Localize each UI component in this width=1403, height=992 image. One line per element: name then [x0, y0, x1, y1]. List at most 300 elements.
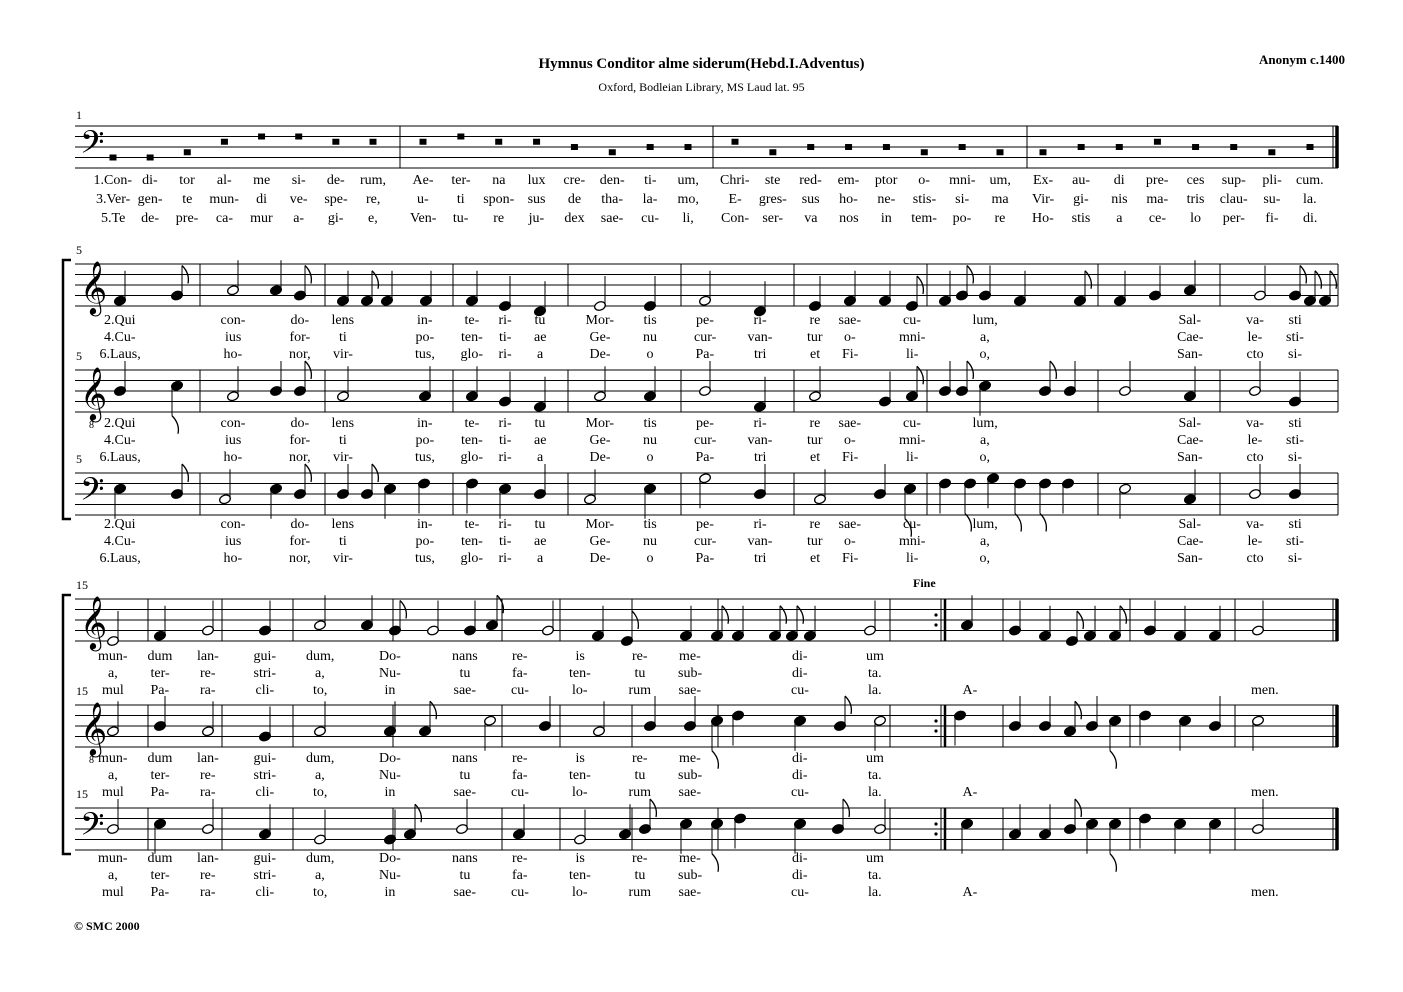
sys3-lyric-syllable: fa-	[512, 768, 528, 783]
measure-number-15-tenor: 15	[76, 684, 88, 698]
sys2-lyric-syllable: ti-	[499, 330, 512, 345]
chant-lyric-syllable: dex	[564, 211, 585, 226]
chant-lyric-syllable: 5.Te	[101, 211, 126, 226]
measure-number-5-tenor: 5	[76, 349, 82, 363]
chant-lyric-syllable: ma	[991, 192, 1009, 207]
sys2-lyric-syllable: sti-	[1286, 433, 1304, 448]
chant-lyric-syllable: ces	[1186, 173, 1205, 188]
sys2-lyric-syllable: cu-	[903, 517, 921, 532]
chant-lyric-syllable: gi-	[327, 211, 344, 226]
sys2-lyric-syllable: ri-	[498, 313, 512, 328]
sys2-lyric-syllable: va-	[1246, 416, 1264, 431]
sys2-note-flag	[1015, 514, 1021, 532]
sys2-lyric-syllable: tri	[754, 347, 767, 362]
sys2-lyric-syllable: te-	[464, 313, 480, 328]
sys3-lyric-syllable: tu	[459, 666, 471, 681]
sys2-lyric-syllable: in-	[417, 517, 433, 532]
sys2-lyric-syllable: te-	[464, 517, 480, 532]
sys2-lyric-syllable: 6.Laus,	[99, 450, 141, 465]
sys2-lyric-syllable: ten-	[461, 330, 483, 345]
sys3-system-bracket	[63, 595, 71, 854]
chant-lyric-syllable: pli-	[1262, 173, 1282, 188]
sys3-lyric-syllable: mun-	[98, 851, 128, 866]
sys3-lyric-syllable: ra-	[200, 885, 216, 900]
chant-lyric-syllable: de	[567, 192, 582, 207]
chant-note	[420, 139, 427, 145]
sys2-lyric-syllable: ae	[534, 330, 547, 345]
chant-lyric-syllable: gen-	[137, 192, 163, 207]
sys3-lyric-syllable: di-	[792, 649, 808, 664]
source-subtitle: Oxford, Bodleian Library, MS Laud lat. 95	[598, 80, 805, 94]
sys2-lyric-syllable: ti-	[499, 534, 512, 549]
sys3-lyric-syllable: dum,	[306, 851, 335, 866]
sys2-note-flag	[172, 416, 178, 434]
sys2-lyric-syllable: Sal-	[1178, 313, 1202, 328]
sys3-lyric-syllable: cu-	[511, 683, 529, 698]
sys2-lyric-syllable: sae-	[838, 416, 862, 431]
sys2-lyric-syllable: ri-	[498, 416, 512, 431]
sys3-lyric-syllable: a,	[315, 768, 325, 783]
sys2-lyric-syllable: li-	[906, 450, 919, 465]
sys3-repeat-dot	[934, 623, 937, 626]
sys2-lyric-syllable: sae-	[838, 313, 862, 328]
sys3-lyric-syllable: tu	[634, 666, 646, 681]
chant-lyric-syllable: la.	[1303, 192, 1317, 207]
sys2-lyric-syllable: nu	[643, 534, 657, 549]
chant-lyric-syllable: gres-	[758, 192, 787, 207]
sys3-lyric-syllable: a,	[108, 666, 118, 681]
sys3-lyric-syllable: mun-	[98, 751, 128, 766]
sys2-lyric-syllable: et	[810, 450, 821, 465]
sys2-lyric-syllable: De-	[589, 551, 611, 566]
sys2-lyric-syllable: tus,	[415, 347, 435, 362]
chant-lyric-syllable: nis	[1111, 192, 1128, 207]
sys2-lyric-syllable: te-	[464, 416, 480, 431]
sys2-lyric-syllable: Fi-	[842, 450, 859, 465]
chant-lyric-syllable: ho-	[839, 192, 858, 207]
sys2-lyric-syllable: tur	[807, 534, 823, 549]
sys2-lyric-syllable: van-	[747, 330, 773, 345]
chant-lyric-syllable: re,	[366, 192, 381, 207]
sys3-lyric-syllable: sae-	[453, 683, 477, 698]
sys2-lyric-syllable: Ge-	[589, 433, 611, 448]
sys2-lyric-syllable: ae	[534, 534, 547, 549]
measure-number-15-bass: 15	[76, 787, 88, 801]
sys2-lyric-syllable: tu	[534, 517, 546, 532]
chant-lyric-syllable: clau-	[1219, 192, 1248, 207]
sys2-tenor-clef: 𝄞	[80, 366, 108, 420]
chant-note	[1307, 144, 1314, 150]
sys2-note-flag	[965, 514, 971, 532]
chant-note	[533, 139, 540, 145]
sys3-note-flag	[1110, 751, 1116, 769]
chant-lyric-syllable: a	[1116, 211, 1123, 226]
sys2-lyric-syllable: ti	[339, 330, 347, 345]
sys2-lyric-syllable: Mor-	[585, 313, 614, 328]
chant-lyric-syllable: spe-	[324, 192, 348, 207]
sys2-lyric-syllable: a,	[980, 433, 990, 448]
sys3-treble-clef: 𝄞	[80, 595, 108, 649]
sys2-lyric-syllable: pe-	[696, 313, 714, 328]
chant-lyric-syllable: ju-	[528, 211, 545, 226]
chant-lyric-syllable: si-	[291, 173, 306, 188]
sys3-lyric-syllable: rum	[628, 785, 652, 800]
sys2-lyric-syllable: for-	[289, 433, 311, 448]
composer-credit: Anonym c.1400	[1259, 52, 1345, 67]
sys2-lyric-syllable: nu	[643, 330, 657, 345]
sys3-lyric-syllable: cu-	[511, 885, 529, 900]
sys2-lyric-syllable: a	[537, 450, 544, 465]
fine-marker: Fine	[913, 576, 936, 590]
chant-lyric-syllable: Ex-	[1033, 173, 1054, 188]
sys3-lyric-syllable: me-	[679, 649, 701, 664]
sys3-note-flag	[1075, 701, 1081, 719]
sys3-lyric-syllable: cli-	[255, 785, 275, 800]
chant-lyric-syllable: a-	[293, 211, 305, 226]
chant-lyric-syllable: si-	[955, 192, 970, 207]
chant-note	[221, 139, 228, 145]
sys3-lyric-syllable: la.	[868, 885, 882, 900]
sys2-lyric-syllable: Fi-	[842, 551, 859, 566]
chant-note	[295, 134, 302, 140]
sys3-lyric-syllable: Nu-	[379, 666, 401, 681]
chant-lyric-syllable: mo,	[677, 192, 699, 207]
sys2-lyric-syllable: do-	[290, 313, 310, 328]
sys2-lyric-syllable: re	[809, 416, 821, 431]
sys3-lyric-syllable: stri-	[253, 768, 277, 783]
sys3-lyric-syllable: di-	[792, 768, 808, 783]
sys2-lyric-syllable: glo-	[460, 347, 484, 362]
sys3-lyric-syllable: Pa-	[150, 683, 170, 698]
sys2-lyric-syllable: ri-	[753, 517, 767, 532]
chant-note	[370, 139, 377, 145]
sys2-lyric-syllable: si-	[1288, 450, 1302, 465]
chant-note	[883, 144, 890, 150]
sys2-lyric-syllable: ti	[339, 534, 347, 549]
sys2-lyric-syllable: et	[810, 551, 821, 566]
sys3-lyric-syllable: cu-	[511, 785, 529, 800]
chant-note	[1268, 149, 1275, 155]
sys2-lyric-syllable: cur-	[694, 433, 717, 448]
chant-note	[769, 149, 776, 155]
chant-lyric-syllable: ti-	[644, 173, 657, 188]
sys2-lyric-syllable: vir-	[333, 450, 353, 465]
sys3-lyric-syllable: re-	[512, 851, 528, 866]
chant-lyric-syllable: au-	[1072, 173, 1091, 188]
sys3-lyric-syllable: nans	[452, 751, 478, 766]
sys3-lyric-syllable: di-	[792, 851, 808, 866]
sys2-lyric-syllable: van-	[747, 433, 773, 448]
sys2-lyric-syllable: ho-	[223, 551, 243, 566]
sys2-lyric-syllable: a,	[980, 330, 990, 345]
chant-lyric-syllable: po-	[952, 211, 972, 226]
sys3-lyric-syllable: mul	[102, 785, 124, 800]
chant-lyric-syllable: de-	[326, 173, 345, 188]
chant-lyric-syllable: ser-	[762, 211, 784, 226]
sys2-lyric-syllable: ius	[225, 330, 242, 345]
sys2-lyric-syllable: nor,	[289, 347, 311, 362]
sys2-lyric-syllable: San-	[1177, 347, 1203, 362]
chant-note	[457, 134, 464, 140]
sys3-note-flag	[712, 751, 718, 769]
chant-lyric-syllable: Vir-	[1032, 192, 1055, 207]
sys3-lyric-syllable: di-	[792, 868, 808, 883]
sys3-lyric-syllable: re-	[632, 851, 648, 866]
sys3-lyric-syllable: ta.	[868, 666, 882, 681]
chant-lyric-syllable: o-	[918, 173, 930, 188]
sys2-lyric-syllable: lum,	[972, 517, 998, 532]
measure-number-5-bass: 5	[76, 452, 82, 466]
sys3-repeat-dot	[934, 613, 937, 616]
sys2-lyric-syllable: pe-	[696, 416, 714, 431]
chant-note	[1230, 144, 1237, 150]
sys3-lyric-syllable: cli-	[255, 885, 275, 900]
chant-lyric-syllable: re	[493, 211, 505, 226]
sys3-lyric-syllable: Do-	[379, 851, 401, 866]
sys3-lyric-syllable: men.	[1251, 683, 1279, 698]
chant-lyric-syllable: per-	[1222, 211, 1245, 226]
sys3-note-flag	[722, 606, 728, 624]
sys3-lyric-syllable: ten-	[569, 768, 591, 783]
sys2-note-flag	[372, 271, 378, 289]
chant-note	[609, 149, 616, 155]
sys3-lyric-syllable: is	[575, 649, 585, 664]
chant-lyric-syllable: mun-	[209, 192, 239, 207]
sys3-lyric-syllable: fa-	[512, 666, 528, 681]
sys3-lyric-syllable: dum	[147, 751, 173, 766]
chant-lyric-syllable: den-	[599, 173, 625, 188]
chant-lyric-syllable: stis-	[912, 192, 937, 207]
chant-lyric-syllable: de-	[141, 211, 160, 226]
sys2-lyric-syllable: o,	[979, 450, 990, 465]
sys2-lyric-syllable: po-	[415, 534, 435, 549]
sys3-lyric-syllable: di-	[792, 751, 808, 766]
chant-lyric-syllable: na	[492, 173, 506, 188]
sys3-lyric-syllable: tu	[459, 768, 471, 783]
sys3-lyric-syllable: um	[866, 751, 884, 766]
chant-lyric-syllable: tem-	[911, 211, 937, 226]
sys3-lyric-syllable: ten-	[569, 868, 591, 883]
chant-lyric-syllable: u-	[417, 192, 429, 207]
sys3-lyric-syllable: fa-	[512, 868, 528, 883]
chant-lyric-syllable: um,	[677, 173, 699, 188]
chant-lyric-syllable: cum.	[1296, 173, 1324, 188]
sys3-lyric-syllable: gui-	[253, 851, 277, 866]
sys2-note-flag	[1040, 514, 1046, 532]
chant-lyric-syllable: sae-	[600, 211, 624, 226]
sys3-lyric-syllable: ra-	[200, 785, 216, 800]
chant-lyric-syllable: su-	[1263, 192, 1281, 207]
sys3-lyric-syllable: ra-	[200, 683, 216, 698]
chant-lyric-syllable: la-	[642, 192, 658, 207]
chant-lyric-syllable: te	[182, 192, 193, 207]
sys2-lyric-syllable: glo-	[460, 450, 484, 465]
sys2-lyric-syllable: cto	[1246, 450, 1264, 465]
sys2-lyric-syllable: a	[537, 551, 544, 566]
sys2-lyric-syllable: ti-	[499, 433, 512, 448]
sys2-lyric-syllable: in-	[417, 313, 433, 328]
sys3-note-flag	[1120, 606, 1126, 624]
sys2-lyric-syllable: ae	[534, 433, 547, 448]
sys3-lyric-syllable: lan-	[197, 649, 219, 664]
chant-lyric-syllable: Ho-	[1032, 211, 1054, 226]
measure-number-5-treble: 5	[76, 243, 82, 257]
sys2-lyric-syllable: le-	[1247, 330, 1263, 345]
sys2-lyric-syllable: cu-	[903, 416, 921, 431]
chant-note	[1154, 139, 1161, 145]
sys3-lyric-syllable: a,	[315, 868, 325, 883]
sys2-lyric-syllable: for-	[289, 534, 311, 549]
chant-lyric-syllable: di-	[142, 173, 158, 188]
sys2-lyric-syllable: 6.Laus,	[99, 347, 141, 362]
sys3-lyric-syllable: re-	[512, 649, 528, 664]
chant-lyric-syllable: Con-	[721, 211, 749, 226]
sys2-lyric-syllable: cur-	[694, 330, 717, 345]
chant-lyric-syllable: Chri-	[720, 173, 750, 188]
sys2-lyric-syllable: Ge-	[589, 534, 611, 549]
chant-lyric-syllable: ca-	[215, 211, 234, 226]
sys3-lyric-syllable: ten-	[569, 666, 591, 681]
chant-lyric-syllable: tris	[1186, 192, 1205, 207]
sys2-lyric-syllable: ho-	[223, 450, 243, 465]
sys2-lyric-syllable: for-	[289, 330, 311, 345]
sys2-lyric-syllable: De-	[589, 347, 611, 362]
sys3-lyric-syllable: to,	[313, 683, 328, 698]
sys2-lyric-syllable: pe-	[696, 517, 714, 532]
sys2-lyric-syllable: ri-	[753, 313, 767, 328]
sys2-lyric-syllable: si-	[1288, 551, 1302, 566]
sys2-bass-clef: 𝄢	[80, 471, 105, 515]
sys3-lyric-syllable: cli-	[255, 683, 275, 698]
sys2-lyric-syllable: re	[809, 313, 821, 328]
sys2-lyric-syllable: po-	[415, 330, 435, 345]
chant-lyric-syllable: em-	[837, 173, 860, 188]
sys2-lyric-syllable: cto	[1246, 347, 1264, 362]
sys3-lyric-syllable: a,	[108, 768, 118, 783]
chant-note	[921, 149, 928, 155]
chant-note	[1116, 144, 1123, 150]
sys3-lyric-syllable: Nu-	[379, 868, 401, 883]
sys2-note-flag	[1315, 271, 1321, 289]
sys3-lyric-syllable: tu	[459, 868, 471, 883]
sys3-lyric-syllable: Pa-	[150, 885, 170, 900]
sys3-lyric-syllable: mun-	[98, 649, 128, 664]
chant-lyric-syllable: sup-	[1221, 173, 1246, 188]
sys3-lyric-syllable: lo-	[572, 785, 588, 800]
sys3-lyric-syllable: me-	[679, 851, 701, 866]
sys2-lyric-syllable: lens	[331, 313, 355, 328]
sys3-lyric-syllable: cu-	[791, 885, 809, 900]
chant-note	[258, 134, 265, 140]
sys3-lyric-syllable: in	[384, 683, 396, 698]
bass-clef-chant: 𝄢	[80, 124, 105, 168]
sys3-note-flag	[415, 804, 421, 822]
chant-lyric-syllable: in	[880, 211, 892, 226]
sys2-lyric-syllable: nor,	[289, 551, 311, 566]
chant-note	[1192, 144, 1199, 150]
sys3-lyric-syllable: mul	[102, 683, 124, 698]
sys2-lyric-syllable: sti	[1288, 416, 1302, 431]
sys2-lyric-syllable: lum,	[972, 313, 998, 328]
sys2-lyric-syllable: 2.Qui	[104, 313, 136, 328]
sys2-lyric-syllable: mni-	[899, 534, 926, 549]
chant-lyric-syllable: ve-	[289, 192, 308, 207]
sys3-lyric-syllable: mul	[102, 885, 124, 900]
sys3-lyric-syllable: dum	[147, 851, 173, 866]
sys3-lyric-syllable: in	[384, 885, 396, 900]
chant-note	[959, 144, 966, 150]
chant-lyric-syllable: stis	[1071, 211, 1091, 226]
sys2-lyric-syllable: sae-	[838, 517, 862, 532]
sys3-lyric-syllable: me-	[679, 751, 701, 766]
sys2-lyric-syllable: li-	[906, 551, 919, 566]
sys3-lyric-syllable: lan-	[197, 851, 219, 866]
sys3-repeat-dot	[934, 822, 937, 825]
chant-note	[807, 144, 814, 150]
sys3-tenor-clef: 𝄞	[80, 701, 108, 755]
sys3-lyric-syllable: Do-	[379, 751, 401, 766]
chant-lyric-syllable: tha-	[601, 192, 624, 207]
sys3-lyric-syllable: rum	[628, 683, 652, 698]
sys3-lyric-syllable: sae-	[453, 785, 477, 800]
sys2-lyric-syllable: li-	[906, 347, 919, 362]
chant-lyric-syllable: 1.Con-	[93, 173, 132, 188]
chant-lyric-syllable: spon-	[483, 192, 515, 207]
chant-lyric-syllable: al-	[216, 173, 232, 188]
chant-note	[332, 139, 339, 145]
chant-lyric-syllable: lo	[1190, 211, 1201, 226]
chant-lyric-syllable: mur	[250, 211, 273, 226]
chant-lyric-syllable: Ae-	[412, 173, 434, 188]
sys2-lyric-syllable: Fi-	[842, 347, 859, 362]
sys3-lyric-syllable: ter-	[150, 666, 170, 681]
sys2-lyric-syllable: ri-	[498, 450, 512, 465]
sys2-lyric-syllable: tus,	[415, 551, 435, 566]
chant-lyric-syllable: um,	[989, 173, 1011, 188]
sys3-lyric-syllable: lan-	[197, 751, 219, 766]
sys2-lyric-syllable: glo-	[460, 551, 484, 566]
sys2-lyric-syllable: ri-	[753, 416, 767, 431]
sys2-lyric-syllable: De-	[589, 450, 611, 465]
sys3-lyric-syllable: A-	[962, 785, 978, 800]
sys2-lyric-syllable: ri-	[498, 517, 512, 532]
sys2-lyric-syllable: ri-	[498, 551, 512, 566]
sys2-lyric-syllable: ten-	[461, 534, 483, 549]
sys3-lyric-syllable: a,	[315, 666, 325, 681]
sys2-lyric-syllable: le-	[1247, 534, 1263, 549]
chant-lyric-syllable: pre-	[175, 211, 199, 226]
sys2-lyric-syllable: sti-	[1286, 534, 1304, 549]
sys3-lyric-syllable: um	[866, 649, 884, 664]
sys2-lyric-syllable: ius	[225, 433, 242, 448]
sys2-lyric-syllable: con-	[220, 313, 246, 328]
sys3-lyric-syllable: cu-	[791, 785, 809, 800]
chant-note	[184, 149, 191, 155]
sys3-note-flag	[780, 606, 786, 624]
sys2-lyric-syllable: va-	[1246, 313, 1264, 328]
sys3-lyric-syllable: dum,	[306, 751, 335, 766]
sys3-lyric-syllable: lo-	[572, 885, 588, 900]
chant-lyric-syllable: re	[994, 211, 1006, 226]
sys2-lyric-syllable: tus,	[415, 450, 435, 465]
sys3-lyric-syllable: re-	[200, 868, 216, 883]
sys2-lyric-syllable: cur-	[694, 534, 717, 549]
sys3-lyric-syllable: A-	[962, 683, 978, 698]
chant-lyric-syllable: rum,	[360, 173, 387, 188]
chant-lyric-syllable: di.	[1303, 211, 1318, 226]
sys2-lyric-syllable: 2.Qui	[104, 517, 136, 532]
chant-note	[647, 144, 654, 150]
